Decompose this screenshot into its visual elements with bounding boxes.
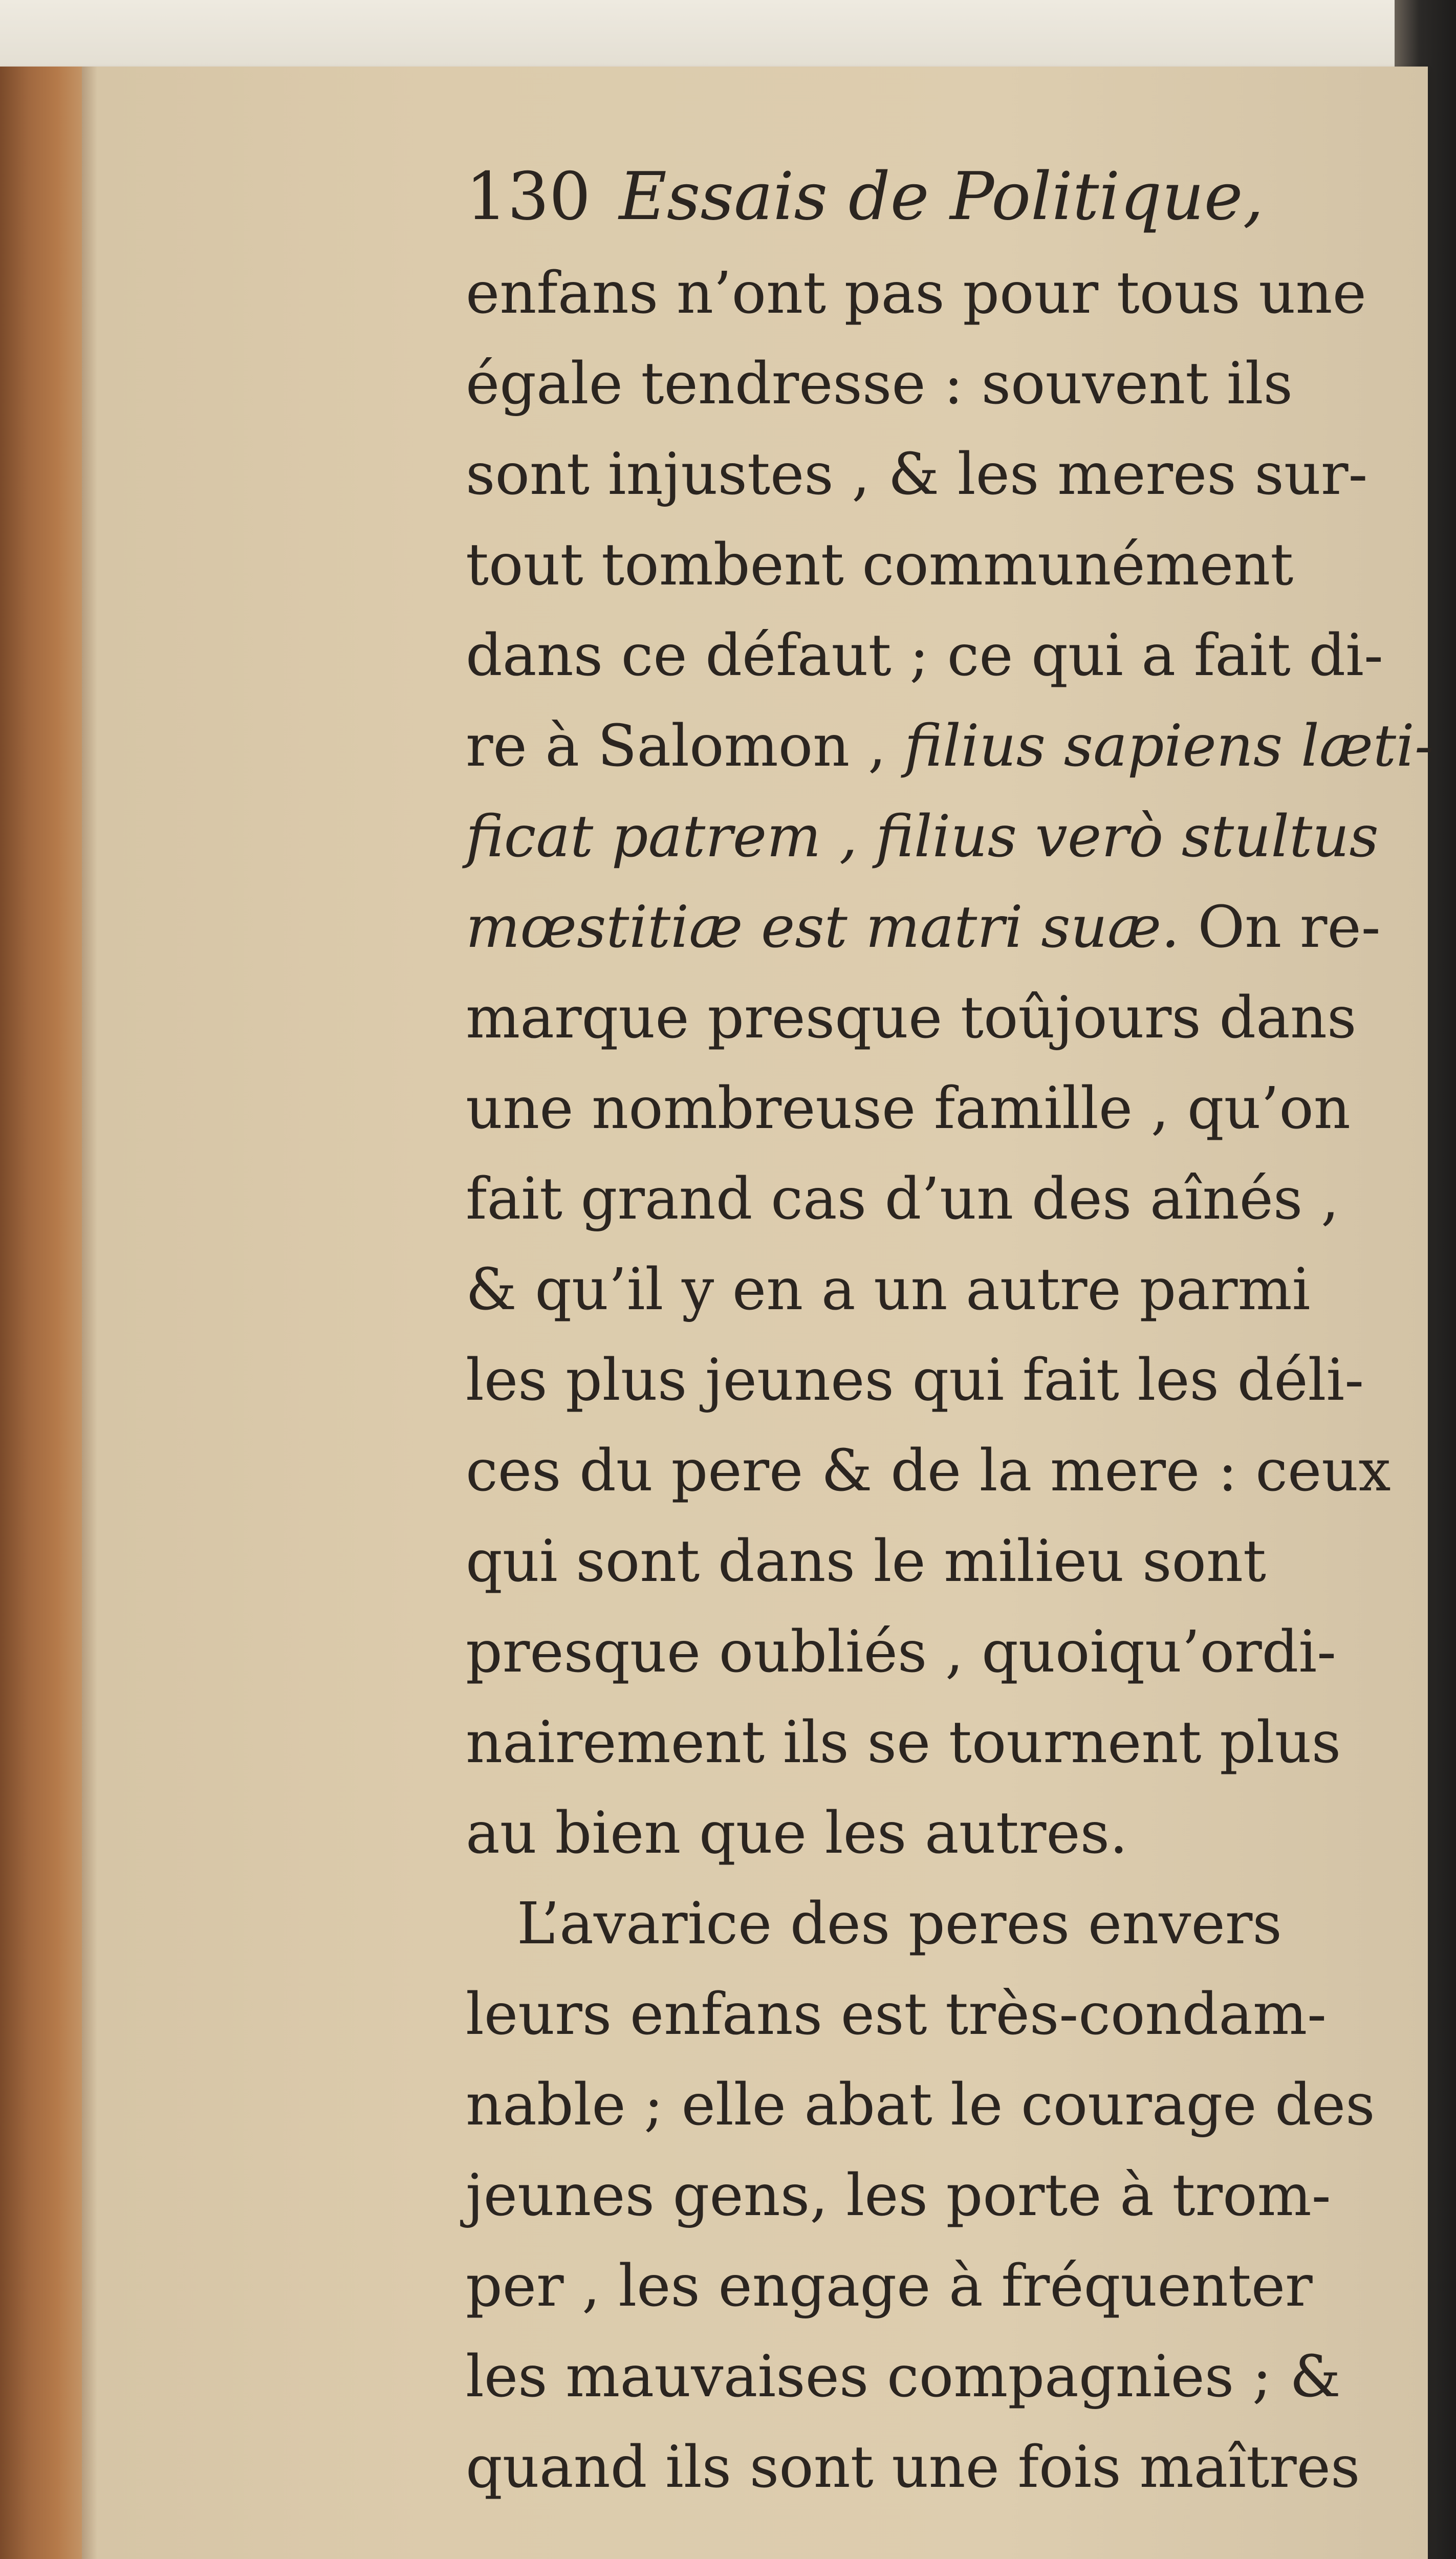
text-line: fait grand cas d’un des aînés , (466, 1166, 1339, 1232)
text-line: dans ce défaut ; ce qui a fait di- (466, 622, 1383, 689)
text-line: les mauvaises compagnies ; & (466, 2344, 1341, 2410)
text-line: sont injustes , & les meres sur- (466, 441, 1368, 508)
text-line: les plus jeunes qui fait les déli- (466, 1347, 1364, 1414)
text-roman-segment: re à Salomon , (466, 713, 905, 779)
latin-quotation: filius sapiens læti- (904, 713, 1434, 779)
text-line: ficat patrem , filius verò stultus (466, 804, 1379, 870)
text-line: égale tendresse : souvent ils (466, 351, 1293, 417)
running-head (466, 159, 1438, 248)
text-line: leurs enfans est très-condam- (466, 1981, 1327, 2048)
page-number: 130 (466, 159, 591, 235)
text-line: marque presque toûjours dans (466, 985, 1357, 1051)
text-line: qui sont dans le milieu sont (466, 1528, 1267, 1595)
text-roman-segment: On re- (1179, 894, 1381, 961)
text-line: une nombreuse famille , qu’on (466, 1075, 1351, 1142)
text-line: nable ; elle abat le courage des (466, 2072, 1375, 2138)
text-line: jeunes gens, les porte à trom- (466, 2162, 1331, 2229)
page-edge-gilt (0, 67, 82, 2559)
text-line: enfans n’ont pas pour tous une (466, 260, 1366, 327)
text-line: ces du pere & de la mere : ceux (466, 1438, 1391, 1504)
text-line: tout tombent communément (466, 532, 1294, 598)
body-text (466, 248, 1438, 2513)
running-title: Essais de Politique, (619, 159, 1264, 235)
latin-quotation: mœstitiæ est matri suæ. (466, 894, 1180, 961)
text-line: L’avarice des peres envers (517, 1891, 1282, 1957)
text-line: & qu’il y en a un autre parmi (466, 1256, 1311, 1323)
text-line: quand ils sont une fois maîtres (466, 2434, 1360, 2501)
text-line: per , les engage à fréquenter (466, 2253, 1313, 2319)
text-line (466, 701, 1438, 792)
text-line: nairement ils se tournent plus (466, 1709, 1341, 1776)
text-line: presque oubliés , quoiqu’ordi- (466, 1619, 1336, 1685)
page-text-block (466, 159, 1438, 2513)
scan-background-top (0, 0, 1456, 77)
text-line: au bien que les autres. (466, 1800, 1128, 1867)
text-line (466, 882, 1438, 973)
